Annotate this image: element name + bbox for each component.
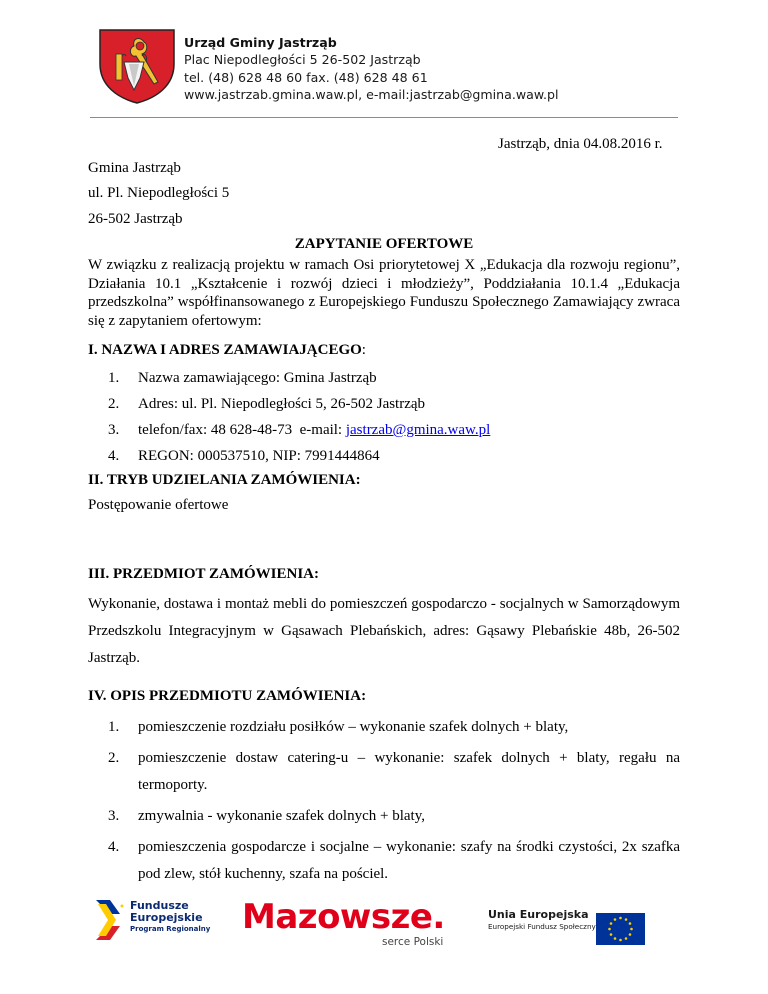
mazowsze-logo: Mazowsze. <box>242 897 445 937</box>
list-item-number: 2. <box>108 750 120 766</box>
section-1-heading <box>88 342 366 359</box>
section-3-heading: III. PRZEDMIOT ZAMÓWIENIA: <box>88 566 319 582</box>
eu-line-2: Europejski Fundusz Społeczny <box>488 922 596 931</box>
fe-line-3: Program Regionalny <box>130 925 211 933</box>
list-item-text: Adres: ul. Pl. Niepodległości 5, 26-502 Jastrząb <box>138 396 426 412</box>
header-divider <box>90 117 678 118</box>
intro-paragraph: W związku z realizacją projektu w ramach Osi priorytetowej X „Edukacja dla rozwoju regionu”, Działania 10.1 „Kształcenie i rozwój dzieci i młodzieży”, Poddziałania 10.1.4 „Edukacja przedszkolna” współfinansowanego z Europejskiego Funduszu Społecznego Zamawiający zwraca się z zapytaniem ofertowym: <box>88 257 680 329</box>
recipient-line-3: 26-502 Jastrząb <box>88 211 183 227</box>
org-name: Urząd Gminy Jastrząb <box>184 35 337 50</box>
section-1-heading-colon: : <box>361 342 366 358</box>
fe-line-2: Europejskie <box>130 911 203 924</box>
list-item-text: pomieszczenie rozdziału posiłków – wykonanie szafek dolnych + blaty, <box>138 719 569 735</box>
european-funds-text <box>130 900 210 934</box>
org-address: Plac Niepodległości 5 26-502 Jastrząb <box>184 52 421 68</box>
list-item-text: pomieszczenie dostaw catering-u – wykonanie: szafek dolnych + blaty, regału na termoporty. <box>138 750 680 793</box>
recipient-line-1: Gmina Jastrząb <box>88 160 181 176</box>
section-4-list <box>108 714 680 892</box>
eu-line-1: Unia Europejska <box>488 908 589 921</box>
list-item-text: REGON: 000537510, NIP: 7991444864 <box>138 448 380 464</box>
org-phone: tel. (48) 628 48 60 fax. (48) 628 48 61 <box>184 69 428 85</box>
list-item-text: zmywalnia - wykonanie szafek dolnych + blaty, <box>138 808 425 824</box>
list-item-number: 1. <box>108 719 120 735</box>
section-2-body: Postępowanie ofertowe <box>88 497 229 513</box>
municipal-crest-icon <box>96 28 178 104</box>
fe-line-1: Fundusze <box>130 899 189 912</box>
list-item-number: 4. <box>108 448 120 464</box>
list-item-number: 4. <box>108 839 120 855</box>
list-item-number: 1. <box>108 370 120 386</box>
list-item <box>108 834 680 888</box>
date-line: Jastrząb, dnia 04.08.2016 r. <box>498 136 663 152</box>
list-item-text: Nazwa zamawiającego: Gmina Jastrząb <box>138 370 377 386</box>
section-4-heading: IV. OPIS PRZEDMIOTU ZAMÓWIENIA: <box>88 688 367 704</box>
list-item <box>108 714 680 741</box>
section-2-heading: II. TRYB UDZIELANIA ZAMÓWIENIA: <box>88 472 361 488</box>
recipient-line-2: ul. Pl. Niepodległości 5 <box>88 185 230 201</box>
list-item-text <box>138 422 490 439</box>
list-item-number: 3. <box>108 422 120 438</box>
list-item-number: 2. <box>108 396 120 412</box>
section-1-heading-text: I. NAZWA I ADRES ZAMAWIAJĄCEGO <box>88 342 362 358</box>
eu-text <box>488 908 596 932</box>
org-web-email: www.jastrzab.gmina.waw.pl, e-mail:jastrzab@gmina.waw.pl <box>184 86 559 102</box>
list-item-number: 3. <box>108 808 120 824</box>
section-3-body: Wykonanie, dostawa i montaż mebli do pomieszczeń gospodarczo - socjalnych w Samorządowym Przedszkolu Integracyjnym w Gąsawach Plebańskich, adres: Gąsawy Plebańskie 48b, 26-502 Jastrząb. <box>88 596 680 666</box>
letterhead <box>184 34 559 103</box>
contact-text: telefon/fax: 48 628-48-73 e-mail: <box>138 422 346 438</box>
eu-flag-icon <box>596 913 645 945</box>
list-item <box>108 803 680 830</box>
mazowsze-subtitle: serce Polski <box>382 936 444 948</box>
list-item-text: pomieszczenia gospodarcze i socjalne – wykonanie: szafy na środki czystości, 2x szafka pod zlew, stół kuchenny, szafa na pościel. <box>138 839 680 882</box>
email-link[interactable]: jastrzab@gmina.waw.pl <box>345 422 491 438</box>
document-title: ZAPYTANIE OFERTOWE <box>294 236 474 252</box>
list-item <box>108 745 680 799</box>
